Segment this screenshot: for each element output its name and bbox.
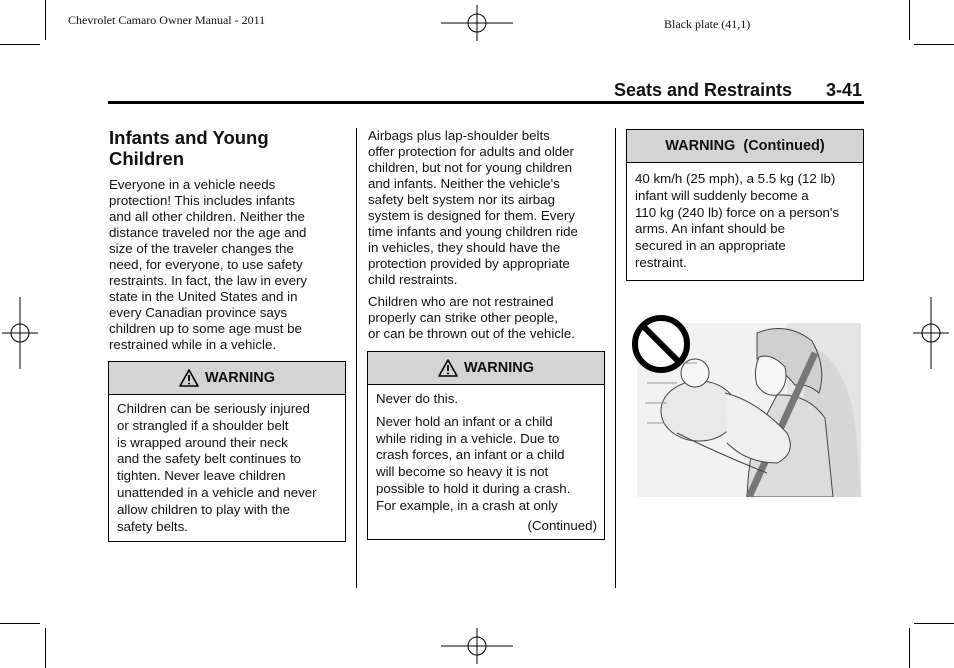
warning-text: Never hold an infant or a child while riding in a vehicle. Due to crash forces, an infant or a child will become so heavy it is not possible to hold it during a crash. For example, in a crash at only (376, 413, 571, 513)
warning-title: WARNING (463, 360, 535, 376)
page-number: 3-41 (826, 80, 863, 100)
continued-label: (Continued) (527, 518, 597, 533)
registration-mark-bottom (441, 628, 513, 664)
section-title: Seats and Restraints (614, 80, 793, 100)
column-divider-2 (615, 128, 616, 588)
warning-header (368, 352, 604, 385)
warning-triangle-icon (179, 369, 199, 387)
section-heading: Infants and Young Children (109, 127, 269, 169)
registration-mark-left (2, 297, 38, 369)
warning-title: WARNING (204, 370, 276, 386)
warning-title: WARNING (Continued) (665, 138, 825, 154)
plate-label: Black plate (41,1) (664, 17, 751, 31)
warning-header (109, 362, 345, 395)
warning-box-2 (367, 351, 605, 540)
no-symbol-icon (630, 313, 692, 375)
restraint-paragraph: Children who are not restrained properly can strike other people, or can be thrown out of the vehicle. (368, 294, 575, 341)
registration-mark-right (913, 297, 949, 369)
document-title: Chevrolet Camaro Owner Manual - 2011 (68, 13, 266, 27)
header-rule (108, 101, 864, 104)
warning-text: 40 km/h (25 mph), a 5.5 kg (12 lb) infant will suddenly become a 110 kg (240 lb) force on a person's arms. An infant should be secured in an appropriate restraint. (635, 171, 840, 270)
warning-triangle-icon (438, 359, 458, 377)
warning-box-1 (108, 361, 346, 542)
warning-header (627, 130, 863, 163)
warning-lead: Never do this. (376, 391, 459, 406)
warning-text: Children can be seriously injured or strangled if a shoulder belt is wrapped around their neck and the safety belt continues to tighten. Never leave children unattended in a vehicle and never allow children to play with the safety belts. (117, 401, 317, 534)
column-divider-1 (356, 128, 357, 588)
intro-paragraph: Everyone in a vehicle needs protection! This includes infants and all other children. Neither the distance traveled nor the age and size of the traveler changes the need, for everyone, to use safety restraints. In fact, the law in every state in the United States and in every Canadian province says children up to some age must be restrained while in a vehicle. (109, 177, 308, 352)
registration-mark-top (441, 5, 513, 41)
airbag-paragraph: Airbags plus lap-shoulder belts offer protection for adults and older children, but not for young children and infants. Neither the vehicle's safety belt system nor its airbag system is designed for them. Every time infants and young children ride in vehicles, they should have the protection provided by appropriate child restraints. (368, 128, 578, 287)
warning-box-continued (626, 129, 864, 281)
